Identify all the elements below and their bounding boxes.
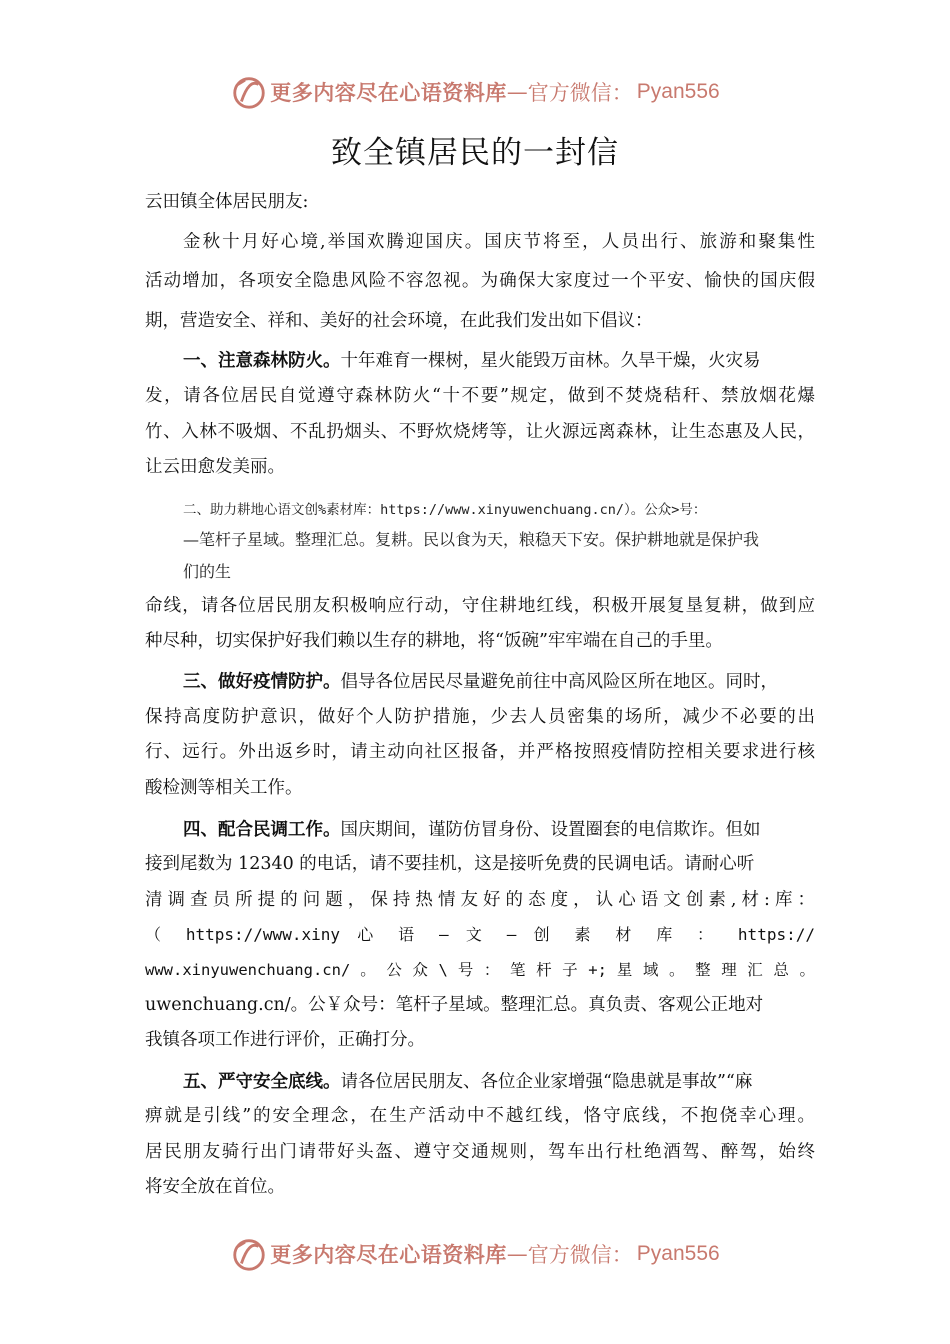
- section-3-text: 倡导各位居民尽量避免前往中高风险区所在地区。同时，: [340, 672, 778, 692]
- section-2-line-2: —笔杆子星域。整理汇总。复耕。民以食为天，粮稳天下安。保护耕地就是保护我: [183, 530, 760, 549]
- intro-line-2: 活动增加，各项安全隐患风险不容忽视。为确保大家度过一个平安、愉快的国庆假: [145, 271, 815, 291]
- brand-logo-icon: [230, 73, 268, 111]
- section-5-text: 请各位居民朋友、各位企业家增强“隐患就是事故”“麻: [340, 1072, 753, 1092]
- banner-wechat-id: Pyan556: [636, 80, 720, 103]
- banner-dash: —: [506, 80, 528, 104]
- section-3-line-4: 酸检测等相关工作。: [145, 778, 303, 798]
- page-title: 致全镇居民的一封信: [331, 135, 619, 171]
- section-1-line-1: [183, 349, 815, 373]
- salutation: 云田镇全体居民朋友:: [145, 192, 309, 212]
- top-watermark-banner: [0, 72, 950, 112]
- section-3-heading: 三、做好疫情防护。: [183, 672, 341, 692]
- section-4-line-2: 接到尾数为 12340 的电话，请不要挂机，这是接听免费的民调电话。请耐心听: [145, 854, 755, 874]
- section-4-line-6: uwenchuang.cn/。公￥众号：笔杆子星域。整理汇总。真负责、客观公正地对: [145, 995, 764, 1015]
- banner-dash: —: [506, 1242, 528, 1266]
- intro-line-3: 期，营造安全、祥和、美好的社会环境，在此我们发出如下倡议：: [145, 311, 653, 331]
- section-1-heading: 一、注意森林防火。: [183, 351, 341, 371]
- section-3-line-2: 保持高度防护意识，做好个人防护措施，少去人员密集的场所，减少不必要的出: [145, 707, 815, 727]
- section-2-line-1: 二、助力耕地心语文创%素材库：https://www.xinyuwenchuang.cn/）。公众>号：: [183, 502, 707, 518]
- section-1-line-4: 让云田愈发美丽。: [145, 457, 285, 477]
- section-5-line-1: [183, 1070, 815, 1094]
- section-5-line-3: 居民朋友骑行出门请带好头盔、遵守交通规则，驾车出行杜绝酒驾、醉驾，始终: [145, 1142, 815, 1162]
- section-4-text: 国庆期间，谨防仿冒身份、设置圈套的电信欺诈。但如: [340, 820, 761, 840]
- brand-logo-icon: [230, 1235, 268, 1273]
- banner-main-text: 更多内容尽在心语资料库: [270, 1242, 507, 1267]
- section-5-heading: 五、严守安全底线。: [183, 1072, 341, 1092]
- section-4-line-5: www.xinyuwenchuang.cn/ 。 公 众 \ 号 ： 笔 杆 子 +; 星 域 。 整 理 汇 总 。: [145, 961, 815, 979]
- section-4-line-1: [183, 818, 815, 842]
- intro-line-1: 金秋十月好心境,举国欢腾迎国庆。国庆节将至，人员出行、旅游和聚集性: [183, 232, 815, 252]
- section-4-line-4: （ https://www.xiny 心 语 — 文 — 创 素 材 库 ： https://: [145, 925, 815, 944]
- section-3-line-1: [183, 670, 815, 694]
- section-2-line-4: 命线，请各位居民朋友积极响应行动，守住耕地红线，积极开展复垦复耕，做到应: [145, 596, 815, 616]
- section-4-line-3: 清调查员所提的问题，保持热情友好的态度，认心语文创素,材:库：: [145, 890, 815, 910]
- banner-main-text: 更多内容尽在心语资料库: [270, 80, 507, 105]
- section-3-line-3: 行、远行。外出返乡时，请主动向社区报备，并严格按照疫情防控相关要求进行核: [145, 742, 815, 762]
- section-4-heading: 四、配合民调工作。: [183, 820, 341, 840]
- banner-wechat-label: 官方微信：: [527, 1243, 633, 1267]
- section-2-line-3: 们的生: [183, 562, 232, 581]
- section-1-text: 十年难育一棵树，星火能毁万亩林。久旱干燥，火灾易: [340, 351, 761, 371]
- section-1-line-3: 竹、入林不吸烟、不乱扔烟头、不野炊烧烤等，让火源远离森林，让生态惠及人民，: [145, 422, 815, 442]
- banner-wechat-label: 官方微信：: [527, 81, 633, 105]
- section-5-line-4: 将安全放在首位。: [145, 1177, 285, 1197]
- section-4-line-7: 我镇各项工作进行评价，正确打分。: [145, 1030, 425, 1050]
- section-5-line-2: 痹就是引线”的安全理念，在生产活动中不越红线，恪守底线，不抱侥幸心理。: [145, 1106, 815, 1126]
- banner-wechat-id: Pyan556: [636, 1242, 720, 1265]
- section-1-line-2: 发，请各位居民自觉遵守森林防火“十不要”规定，做到不焚烧秸秆、禁放烟花爆: [145, 386, 815, 406]
- section-2-line-5: 种尽种，切实保护好我们赖以生存的耕地，将“饭碗”牢牢端在自己的手里。: [145, 631, 723, 651]
- bottom-watermark-banner: [0, 1234, 950, 1274]
